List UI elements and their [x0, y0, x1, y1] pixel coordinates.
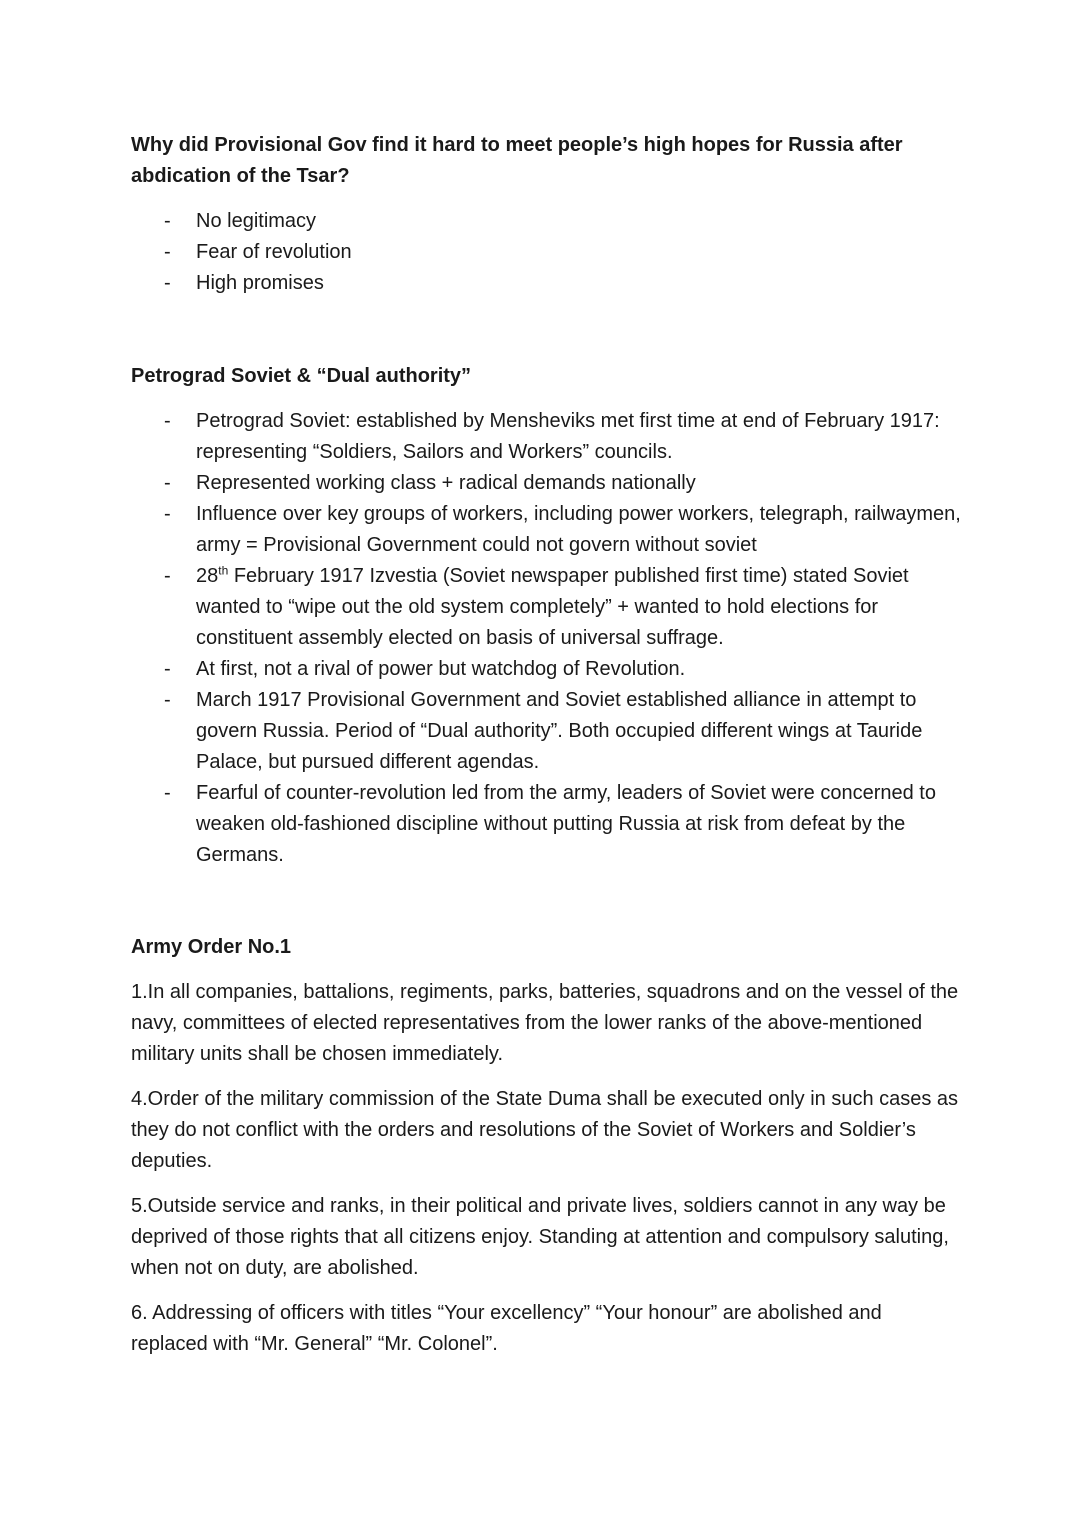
list-item: - High promises [131, 268, 961, 299]
list-item: - Represented working class + radical demands nationally [131, 468, 961, 499]
list-item: - Fear of revolution [131, 237, 961, 268]
dash-bullet: - [164, 689, 171, 711]
section-heading: Petrograd Soviet & “Dual authority” [131, 365, 472, 387]
section-heading: Why did Provisional Gov find it hard to meet people’s high hopes for Russia after abdication of the Tsar? [131, 134, 903, 187]
list-item: - At first, not a rival of power but watchdog of Revolution. [131, 654, 961, 685]
dash-bullet: - [164, 210, 171, 232]
order-paragraph: 4.Order of the military commission of the State Duma shall be executed only in such cases as they do not conflict with the orders and resolutions of the Soviet of Workers and Soldier’s deputies. [131, 1088, 959, 1172]
order-paragraph: 6. Addressing of officers with titles “Your excellency” “Your honour” are abolished and replaced with “Mr. General” “Mr. Colonel”. [131, 1302, 882, 1355]
dash-bullet: - [164, 658, 171, 680]
dash-bullet: - [164, 565, 171, 587]
dash-bullet: - [164, 410, 171, 432]
section-army-order [131, 932, 961, 1360]
list-item: - March 1917 Provisional Government and Soviet established alliance in attempt to govern Russia. Period of “Dual authority”. Both occupied different wings at Tauride Palace, but pursued different agendas. [131, 685, 961, 778]
dash-bullet: - [164, 503, 171, 525]
list-item: - 28th February 1917 Izvestia (Soviet newspaper published first time) stated Soviet wanted to “wipe out the old system completely” + wanted to hold elections for constituent assembly elected on basis of universal suffrage. [131, 561, 961, 654]
bullet-list [131, 206, 961, 299]
list-item: - No legitimacy [131, 206, 961, 237]
order-paragraph: 1.In all companies, battalions, regiments, parks, batteries, squadrons and on the vessel of the navy, committees of elected representatives from the lower ranks of the above-mentioned military units shall be chosen immediately. [131, 981, 959, 1065]
dash-bullet: - [164, 782, 171, 804]
list-item: - Fearful of counter-revolution led from the army, leaders of Soviet were concerned to weaken old-fashioned discipline without putting Russia at risk from defeat by the Germans. [131, 778, 961, 871]
section-petrograd-soviet [131, 361, 961, 871]
bullet-list [131, 406, 961, 871]
dash-bullet: - [164, 272, 171, 294]
list-item: - Influence over key groups of workers, including power workers, telegraph, railwaymen, army = Provisional Government could not govern without soviet [131, 499, 961, 561]
order-paragraph: 5.Outside service and ranks, in their political and private lives, soldiers cannot in any way be deprived of those rights that all citizens enjoy. Standing at attention and compulsory saluting, when not on duty, are abolished. [131, 1195, 949, 1279]
list-item: - Petrograd Soviet: established by Mensheviks met first time at end of February 1917: representing “Soldiers, Sailors and Workers” councils. [131, 406, 961, 468]
dash-bullet: - [164, 241, 171, 263]
dash-bullet: - [164, 472, 171, 494]
section-provisional-gov [131, 130, 961, 299]
section-heading: Army Order No.1 [131, 936, 292, 958]
